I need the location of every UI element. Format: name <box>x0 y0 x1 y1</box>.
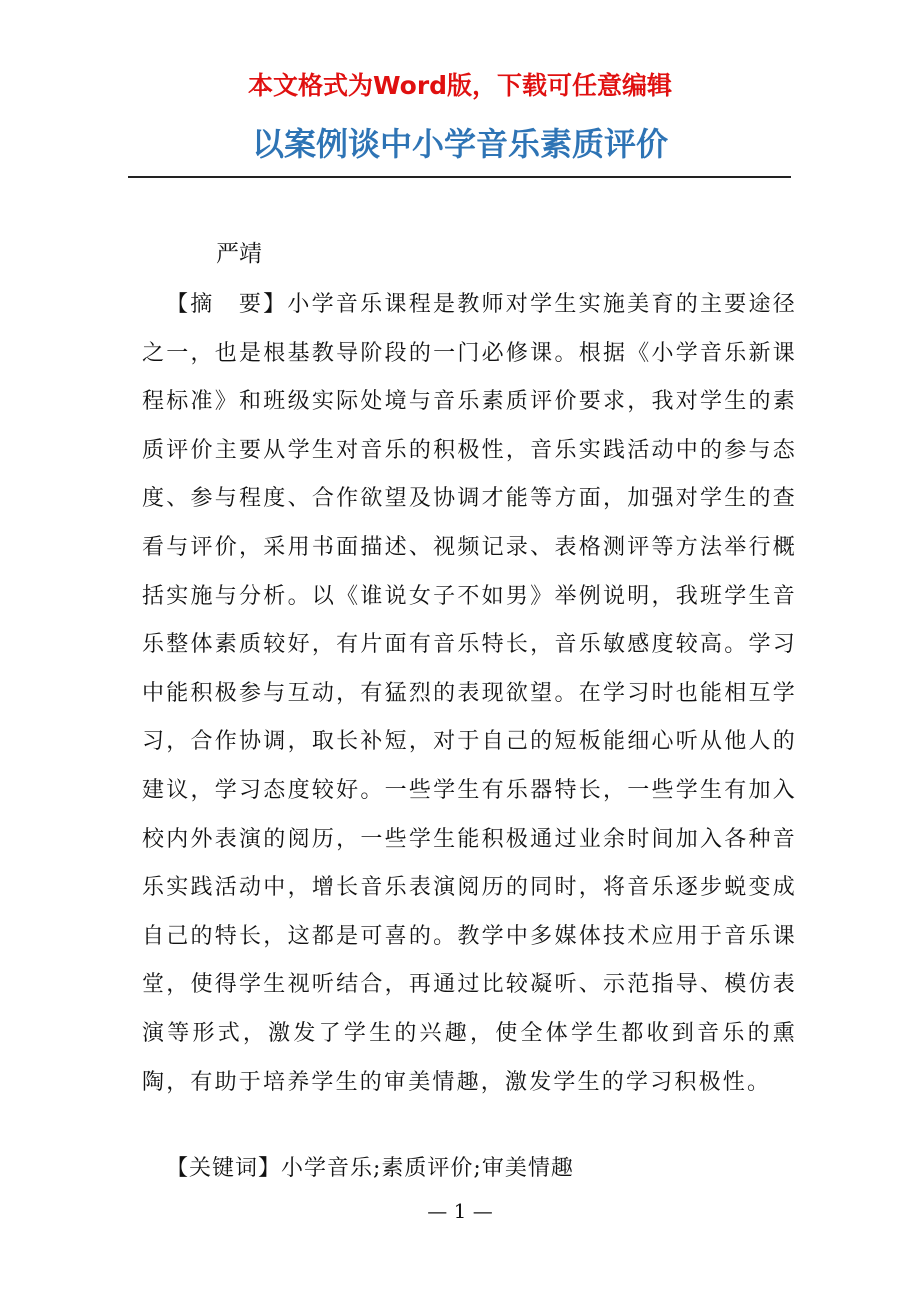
title-divider <box>128 176 791 178</box>
format-notice: 本文格式为Word版，下载可任意编辑 <box>247 71 673 100</box>
abstract-paragraph: 【摘 要】小学音乐课程是教师对学生实施美育的主要途径之一，也是根基教导阶段的一门必修课。根据《小学音乐新课程标准》和班级实际处境与音乐素质评价要求，我对学生的素质评价主要从学生对音乐的积极性，音乐实践活动中的参与态度、参与程度、合作欲望及协调才能等方面，加强对学生的查看与评价，采用书面描述、视频记录、表格测评等方法举行概括实施与分析。以《谁说女子不如男》举例说明，我班学生音乐整体素质较好，有片面有音乐特长，音乐敏感度较高。学习中能积极参与互动，有猛烈的表现欲望。在学习时也能相互学习，合作协调，取长补短，对于自己的短板能细心听从他人的建议，学习态度较好。一些学生有乐器特长，一些学生有加入校内外表演的阅历，一些学生能积极通过业余时间加入各种音乐实践活动中，增长音乐表演阅历的同时，将音乐逐步蜕变成自己的特长，这都是可喜的。教学中多媒体技术应用于音乐课堂，使得学生视听结合，再通过比较凝听、示范指导、模仿表演等形式，激发了学生的兴趣，使全体学生都收到音乐的熏陶，有助于培养学生的审美情趣，激发学生的学习积极性。 <box>142 292 797 1095</box>
keywords-line: 【关键词】小学音乐;素质评价;审美情趣 <box>166 1156 574 1181</box>
page-number: — 1 — <box>427 1199 493 1223</box>
author-name: 严靖 <box>216 241 262 267</box>
document-title: 以案例谈中小学音乐素质评价 <box>251 125 668 163</box>
